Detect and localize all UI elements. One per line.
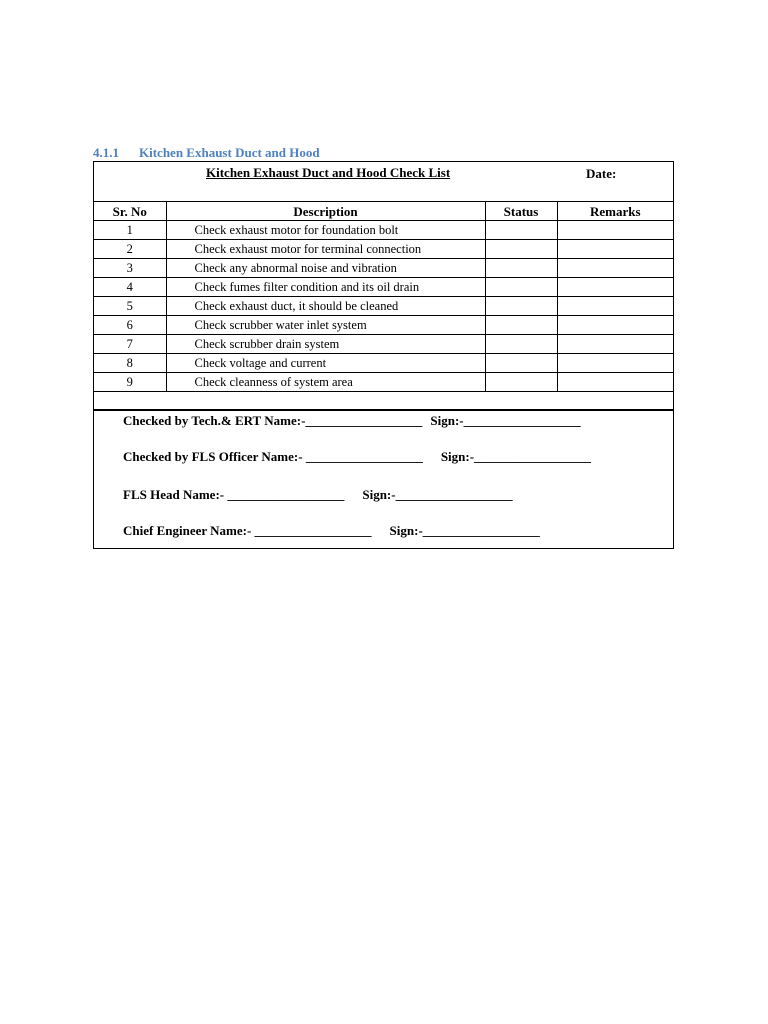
row-remarks-cell[interactable] (557, 221, 673, 240)
table-row (94, 297, 673, 316)
row-sr-cell: 7 (94, 335, 166, 354)
row-remarks-cell[interactable] (557, 297, 673, 316)
row-remarks-cell[interactable] (557, 240, 673, 259)
table-row (94, 259, 673, 278)
row-sr-cell: 8 (94, 354, 166, 373)
row-remarks-cell[interactable] (557, 373, 673, 392)
row-description-cell: Check voltage and current (166, 354, 485, 373)
table-row (94, 354, 673, 373)
section-title: Kitchen Exhaust Duct and Hood (139, 145, 320, 160)
row-description-cell: Check scrubber drain system (166, 335, 485, 354)
row-status-cell[interactable] (485, 297, 557, 316)
signature-name-field[interactable]: Checked by FLS Officer Name:- __________________ (123, 449, 423, 464)
row-sr-cell: 5 (94, 297, 166, 316)
blank-cell (94, 392, 673, 411)
row-status-cell[interactable] (485, 335, 557, 354)
date-label: Date: (586, 166, 617, 181)
checklist-form (93, 161, 674, 549)
signature-fls-head (123, 487, 513, 503)
row-remarks-cell[interactable] (557, 354, 673, 373)
signature-name-field[interactable]: Checked by Tech.& ERT Name:-__________________ (123, 413, 423, 428)
table-row (94, 221, 673, 240)
row-description-cell: Check cleanness of system area (166, 373, 485, 392)
table-row (94, 240, 673, 259)
row-description-cell: Check fumes filter condition and its oil drain (166, 278, 485, 297)
table-row (94, 373, 673, 392)
signature-sign-field[interactable]: Sign:-__________________ (362, 487, 513, 502)
row-status-cell[interactable] (485, 240, 557, 259)
row-sr-cell: 2 (94, 240, 166, 259)
row-status-cell[interactable] (485, 221, 557, 240)
column-header-sr: Sr. No (94, 202, 166, 221)
table-header-row (94, 202, 673, 221)
row-sr-cell: 6 (94, 316, 166, 335)
blank-row (94, 392, 673, 411)
row-description-cell: Check scrubber water inlet system (166, 316, 485, 335)
row-remarks-cell[interactable] (557, 316, 673, 335)
signature-tech-ert (123, 413, 581, 429)
signature-sign-field[interactable]: Sign:-__________________ (389, 523, 540, 538)
row-status-cell[interactable] (485, 259, 557, 278)
signature-fls-officer (123, 449, 591, 465)
row-sr-cell: 9 (94, 373, 166, 392)
column-header-description: Description (166, 202, 485, 221)
row-description-cell: Check any abnormal noise and vibration (166, 259, 485, 278)
form-title: Kitchen Exhaust Duct and Hood Check List (206, 165, 451, 180)
table-row (94, 316, 673, 335)
row-description-cell: Check exhaust motor for terminal connection (166, 240, 485, 259)
signature-name-field[interactable]: Chief Engineer Name:- __________________ (123, 523, 372, 538)
section-heading (93, 145, 320, 161)
signature-chief-engineer (123, 523, 540, 539)
row-status-cell[interactable] (485, 316, 557, 335)
row-status-cell[interactable] (485, 278, 557, 297)
row-status-cell[interactable] (485, 354, 557, 373)
checklist-table (94, 201, 673, 411)
row-remarks-cell[interactable] (557, 259, 673, 278)
column-header-remarks: Remarks (557, 202, 673, 221)
row-sr-cell: 4 (94, 278, 166, 297)
column-header-status: Status (485, 202, 557, 221)
row-sr-cell: 1 (94, 221, 166, 240)
section-number: 4.1.1 (93, 145, 119, 160)
table-row (94, 278, 673, 297)
row-remarks-cell[interactable] (557, 335, 673, 354)
row-remarks-cell[interactable] (557, 278, 673, 297)
row-description-cell: Check exhaust motor for foundation bolt (166, 221, 485, 240)
row-description-cell: Check exhaust duct, it should be cleaned (166, 297, 485, 316)
signature-sign-field[interactable]: Sign:-__________________ (430, 413, 581, 428)
table-row (94, 335, 673, 354)
row-sr-cell: 3 (94, 259, 166, 278)
row-status-cell[interactable] (485, 373, 557, 392)
signature-sign-field[interactable]: Sign:-__________________ (440, 449, 592, 464)
form-title-row (94, 162, 673, 201)
signature-name-field[interactable]: FLS Head Name:- __________________ (123, 487, 345, 502)
